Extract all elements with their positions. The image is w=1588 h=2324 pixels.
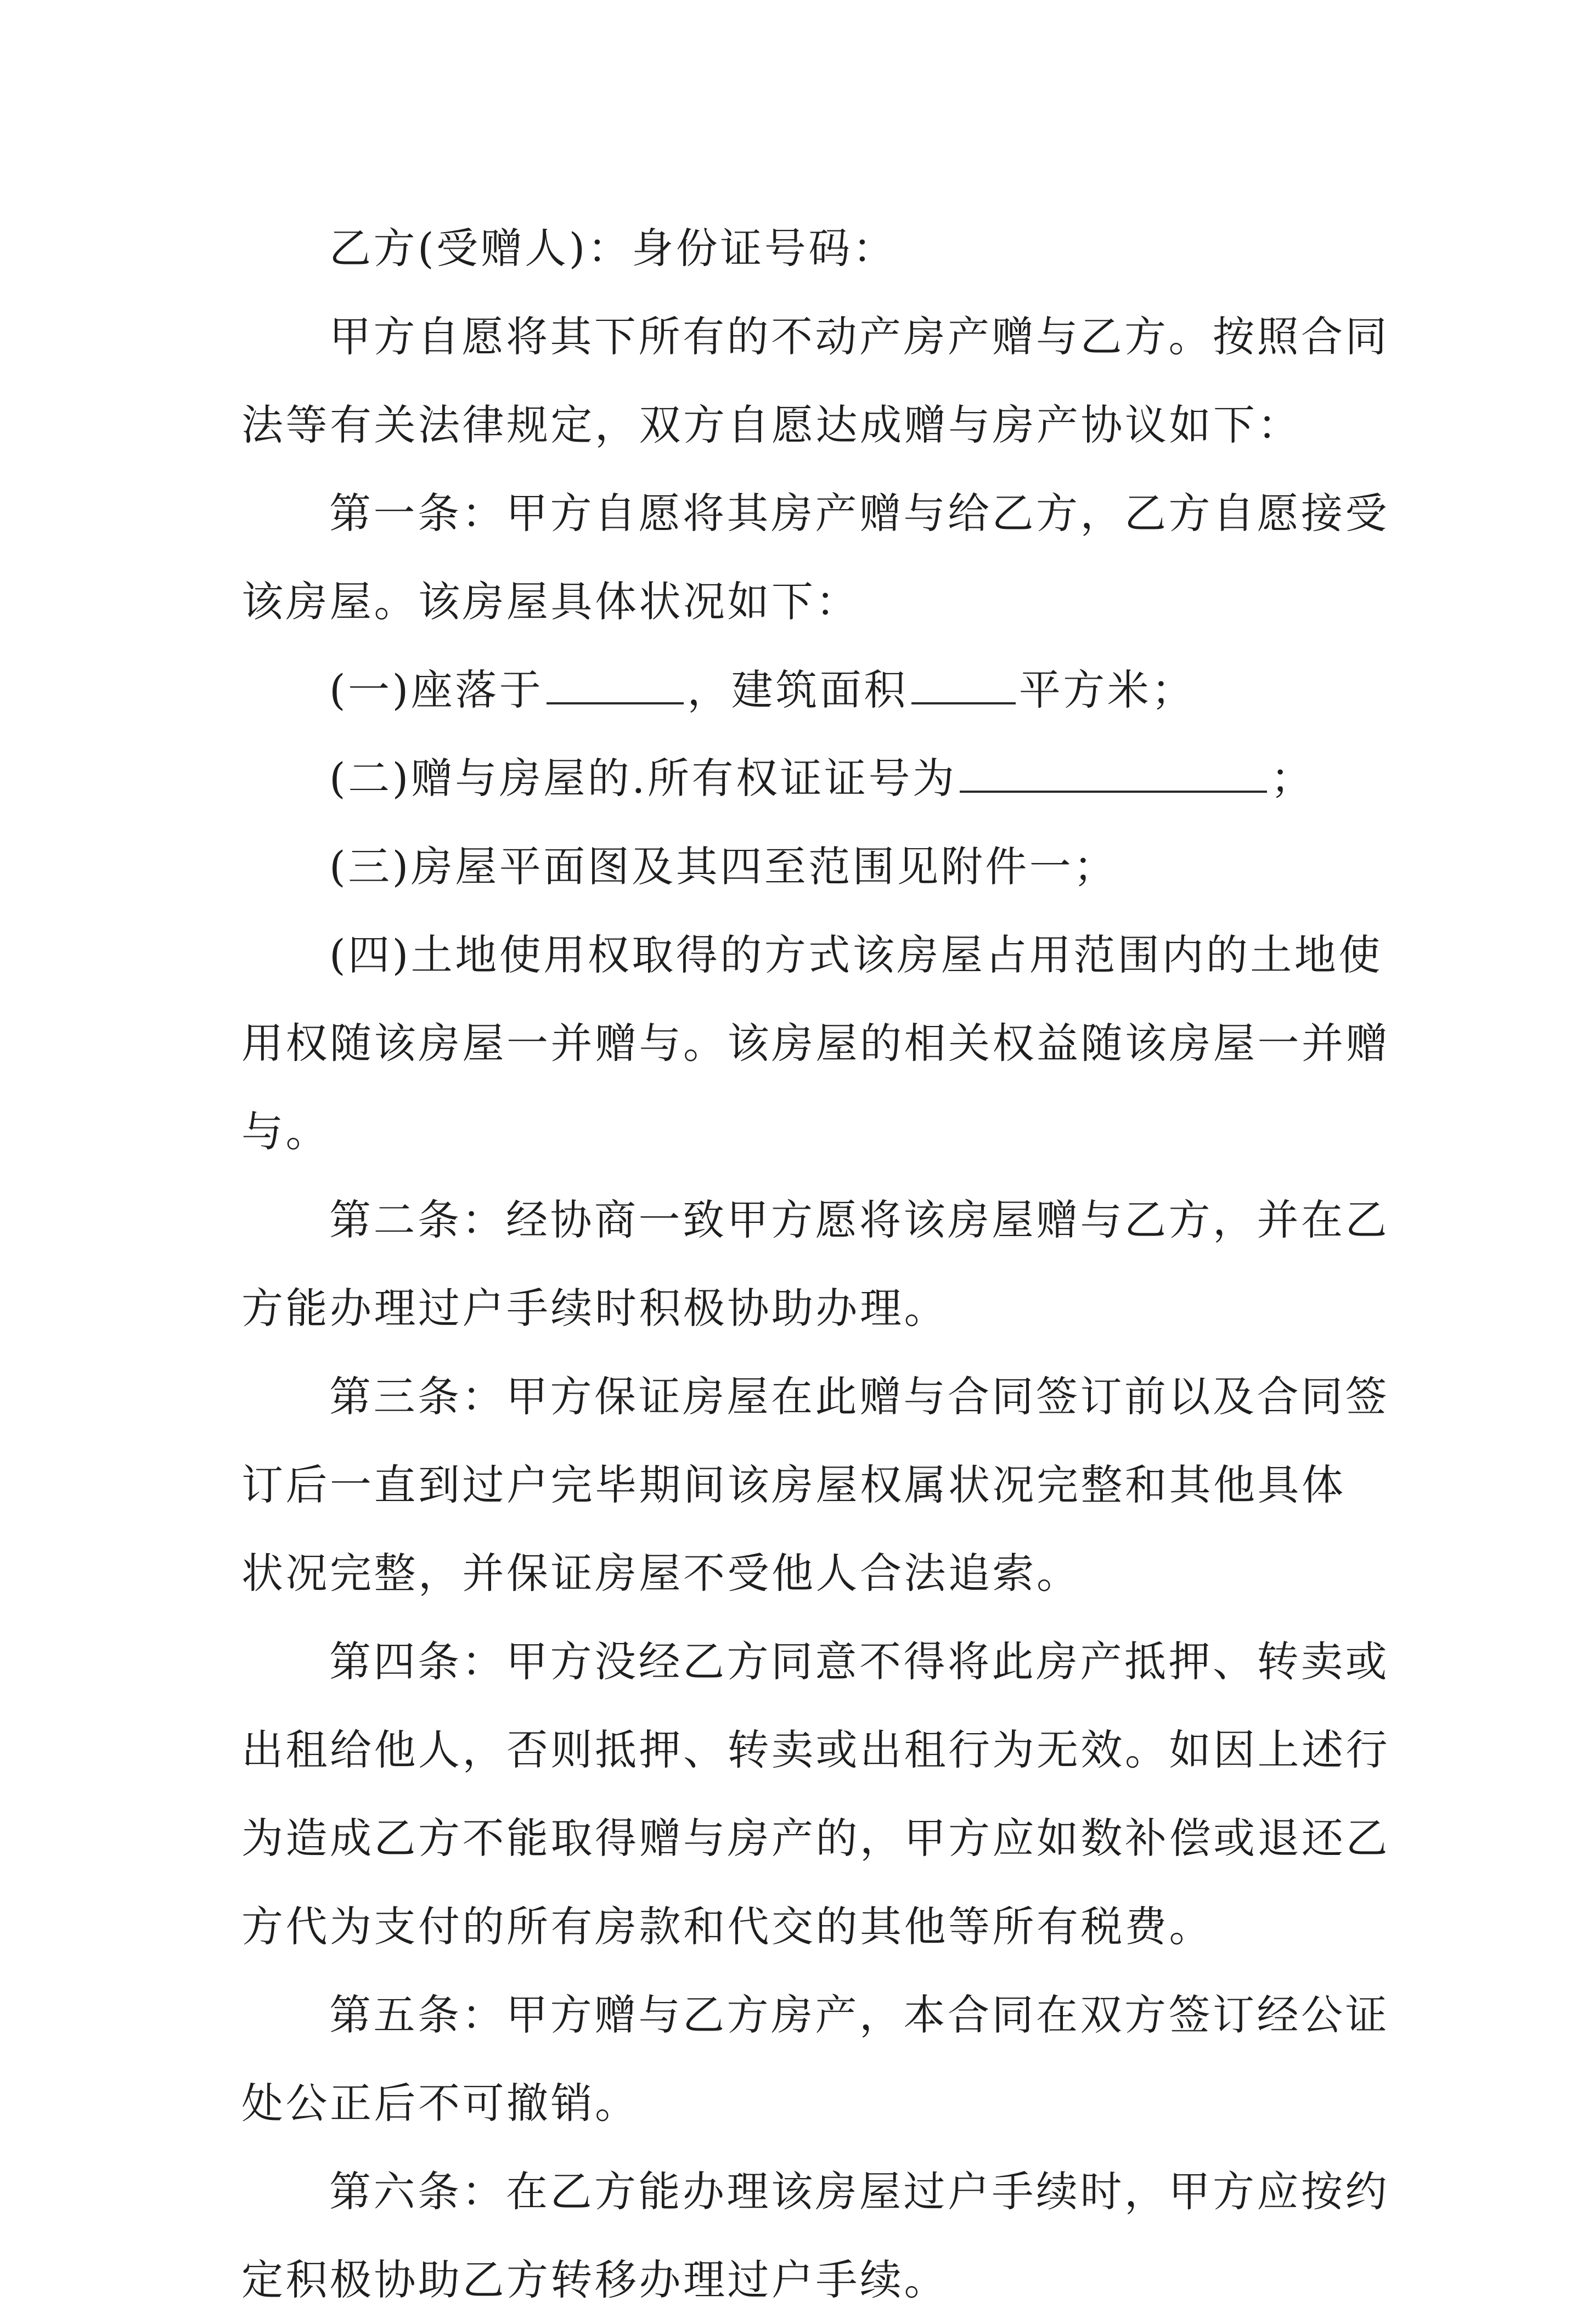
item2-line	[241, 734, 1361, 822]
item1-middle: ，建筑面积	[687, 665, 908, 714]
intro-line-2: 法等有关法律规定，双方自愿达成赠与房产协议如下：	[241, 401, 1302, 449]
article3-line-3: 状况完整，并保证房屋不受他人合法追索。	[241, 1549, 1081, 1598]
location-blank[interactable]	[547, 669, 684, 704]
article1-line-1: 第一条：甲方自愿将其房产赠与给乙方，乙方自愿接受	[329, 489, 1389, 538]
item4-line-3: 与。	[241, 1107, 330, 1156]
area-blank[interactable]	[911, 669, 1016, 704]
item3-line: (三)房屋平面图及其四至范围见附件一；	[329, 842, 1118, 891]
article4-line-3: 为造成乙方不能取得赠与房产的，甲方应如数补偿或退还乙	[241, 1814, 1390, 1863]
item1-suffix: 平方米；	[1018, 665, 1196, 714]
item4-line-1: (四)土地使用权取得的方式该房屋占用范围内的土地使	[329, 930, 1383, 979]
item1-prefix: (一)座落于	[329, 665, 544, 714]
article4-line-1: 第四条：甲方没经乙方同意不得将此房产抵押、转卖或	[329, 1637, 1389, 1686]
article6-line-2: 定积极协助乙方转移办理过户手续。	[241, 2255, 948, 2304]
article2-line-1: 第二条：经协商一致甲方愿将该房屋赠与乙方，并在乙	[329, 1195, 1389, 1244]
intro-line-1: 甲方自愿将其下所有的不动产房产赠与乙方。按照合同	[329, 312, 1389, 361]
article5-line-2: 处公正后不可撤销。	[241, 2079, 639, 2128]
document-page	[241, 204, 1390, 2324]
certificate-number-blank[interactable]	[960, 758, 1267, 793]
item4-line-2: 用权随该房屋一并赠与。该房屋的相关权益随该房屋一并赠	[241, 1019, 1390, 1068]
article1-line-2: 该房屋。该房屋具体状况如下：	[241, 577, 860, 626]
article3-line-2: 订后一直到过户完毕期间该房屋权属状况完整和其他具体	[241, 1460, 1346, 1509]
party-b-line: 乙方(受赠人)：身份证号码：	[329, 224, 897, 273]
item2-suffix: ；	[1270, 754, 1315, 803]
article6-line-1: 第六条：在乙方能办理该房屋过户手续时，甲方应按约	[329, 2167, 1389, 2216]
article4-line-4: 方代为支付的所有房款和代交的其他等所有税费。	[241, 1902, 1213, 1951]
item1-line	[241, 646, 1361, 734]
article2-line-2: 方能办理过户手续时积极协助办理。	[241, 1284, 948, 1333]
item2-prefix: (二)赠与房屋的.所有权证证号为	[329, 754, 957, 803]
article5-line-1: 第五条：甲方赠与乙方房产，本合同在双方签订经公证	[329, 1990, 1389, 2039]
article4-line-2: 出租给他人，否则抵押、转卖或出租行为无效。如因上述行	[241, 1725, 1390, 1774]
article3-line-1: 第三条：甲方保证房屋在此赠与合同签订前以及合同签	[329, 1372, 1389, 1421]
